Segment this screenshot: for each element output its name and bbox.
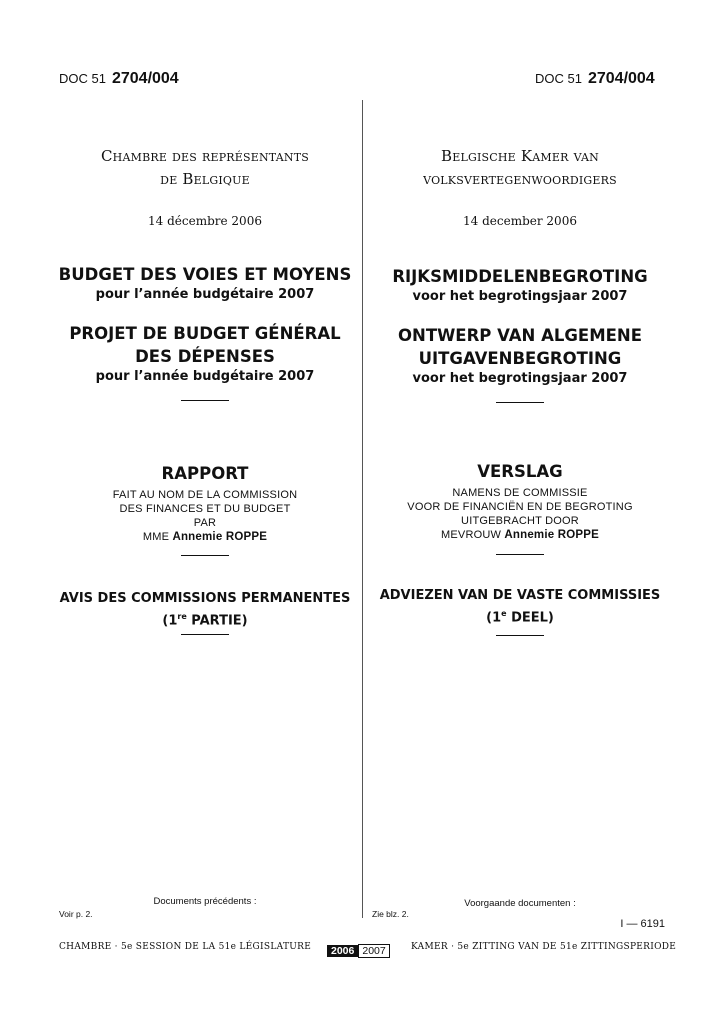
title2-sub-fr: pour l’année budgétaire 2007 (95, 369, 315, 384)
footer-right: KAMER · 5e ZITTING VAN DE 51e ZITTINGSPERIODE (411, 942, 677, 952)
title1-sub-nl: voor het begrotingsjaar 2007 (412, 289, 628, 304)
title1-nl: RIJKSMIDDELENBEGROTING (392, 267, 648, 286)
separator-rule (181, 634, 229, 635)
separator-rule (181, 555, 229, 556)
doc-number-left (59, 70, 179, 88)
separator-rule (496, 554, 544, 555)
title2-line2-fr: DES DÉPENSES (135, 347, 275, 366)
footer-left: CHAMBRE · 5e SESSION DE LA 51e LÉGISLATURE (59, 942, 312, 952)
avis-block-fr (50, 590, 360, 630)
footer-years (327, 941, 390, 959)
year-start: 2006 (327, 945, 358, 957)
year-end: 2007 (358, 944, 389, 958)
avis-block-nl (365, 587, 675, 627)
report-block-fr: FAIT AU NOM DE LA COMMISSION DES FINANCES ET DU BUDGET PAR MME Annemie ROPPE (112, 489, 298, 543)
french-column (50, 145, 360, 191)
column-divider (362, 100, 363, 918)
previous-documents-nl: Voorgaande documenten : (464, 898, 576, 909)
avis-title-nl: ADVIEZEN VAN DE VASTE COMMISSIES (379, 588, 661, 603)
dutch-column (365, 145, 675, 191)
date-fr: 14 décembre 2006 (148, 214, 262, 228)
doc-number-right (535, 70, 655, 88)
previous-documents-fr: Documents précédents : (153, 896, 257, 907)
title2-line1-fr: PROJET DE BUDGET GÉNÉRAL (69, 324, 341, 343)
doc-prefix: DOC 51 (535, 71, 582, 86)
rapporteur-name: Annemie ROPPE (172, 531, 268, 543)
title-block-nl (365, 265, 675, 306)
see-page-nl: Zie blz. 2. (372, 909, 409, 919)
separator-rule (496, 402, 544, 403)
title2-line2-nl: UITGAVENBEGROTING (418, 349, 622, 368)
title1-fr: BUDGET DES VOIES ET MOYENS (58, 265, 352, 284)
see-page-fr: Voir p. 2. (59, 909, 93, 919)
title2-sub-nl: voor het begrotingsjaar 2007 (412, 371, 628, 386)
avis-title-fr: AVIS DES COMMISSIONS PERMANENTES (59, 591, 351, 606)
doc-number: 2704/004 (111, 70, 179, 87)
separator-rule (181, 400, 229, 401)
title2-block-nl (365, 324, 675, 388)
rapporteur-name: Annemie ROPPE (504, 529, 599, 541)
doc-prefix: DOC 51 (59, 71, 106, 86)
avis-part-nl: (1e DEEL) (486, 609, 554, 626)
title2-line1-nl: ONTWERP VAN ALGEMENE (398, 326, 642, 345)
chamber-name-nl: Belgische Kamer van volksvertegenwoordigers (423, 147, 617, 188)
report-title-nl: VERSLAG (477, 462, 563, 481)
date-nl: 14 december 2006 (463, 214, 577, 228)
report-block-nl: NAMENS DE COMMISSIE VOOR DE FINANCIËN EN DE BEGROTING UITGEBRACHT DOOR MEVROUW Annemie ROPPE (407, 487, 633, 541)
title-block-fr (50, 263, 360, 304)
report-title-fr: RAPPORT (161, 464, 249, 483)
title2-block-fr (50, 322, 360, 386)
avis-part-fr: (1re PARTIE) (162, 612, 248, 629)
chamber-name-fr: Chambre des représentants de Belgique (101, 147, 309, 188)
title1-sub-fr: pour l’année budgétaire 2007 (95, 287, 315, 302)
separator-rule (496, 635, 544, 636)
page-code: I — 6191 (620, 918, 665, 930)
doc-number: 2704/004 (587, 70, 655, 87)
